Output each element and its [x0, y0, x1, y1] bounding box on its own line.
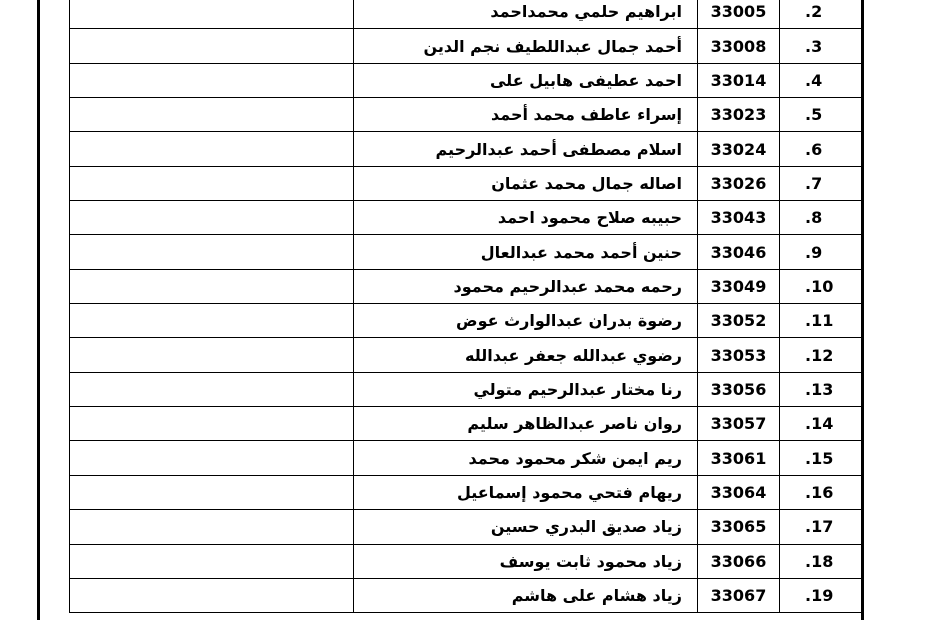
table-row	[70, 407, 862, 441]
table-row	[70, 0, 862, 29]
student-name-cell: زياد محمود ثابت يوسف	[354, 544, 698, 578]
table-row	[70, 372, 862, 406]
table-row	[70, 201, 862, 235]
row-number-cell: .18	[780, 544, 862, 578]
student-code-cell: 33056	[698, 372, 780, 406]
row-number-cell: .6	[780, 132, 862, 166]
blank-cell	[70, 441, 354, 475]
student-code-cell: 33066	[698, 544, 780, 578]
student-name-cell: روان ناصر عبدالظاهر سليم	[354, 407, 698, 441]
student-name-cell: اصاله جمال محمد عثمان	[354, 166, 698, 200]
blank-cell	[70, 63, 354, 97]
row-number-cell: .3	[780, 29, 862, 63]
student-code-cell: 33064	[698, 475, 780, 509]
student-name-cell: حبيبه صلاح محمود احمد	[354, 201, 698, 235]
student-code-cell: 33043	[698, 201, 780, 235]
student-code-cell: 33005	[698, 0, 780, 29]
blank-cell	[70, 132, 354, 166]
row-number-cell: .19	[780, 578, 862, 612]
blank-cell	[70, 201, 354, 235]
student-code-cell: 33061	[698, 441, 780, 475]
student-list-body	[70, 0, 862, 613]
blank-cell	[70, 29, 354, 63]
student-name-cell: أحمد جمال عبداللطيف نجم الدين	[354, 29, 698, 63]
student-code-cell: 33053	[698, 338, 780, 372]
table-row	[70, 269, 862, 303]
student-name-cell: ريم ايمن شكر محمود محمد	[354, 441, 698, 475]
table-row	[70, 132, 862, 166]
table-row	[70, 544, 862, 578]
student-name-cell: ريهام فتحي محمود إسماعيل	[354, 475, 698, 509]
table-row	[70, 63, 862, 97]
table-row	[70, 510, 862, 544]
student-code-cell: 33065	[698, 510, 780, 544]
table-row	[70, 441, 862, 475]
row-number-cell: .15	[780, 441, 862, 475]
blank-cell	[70, 510, 354, 544]
blank-cell	[70, 269, 354, 303]
student-code-cell: 33023	[698, 98, 780, 132]
row-number-cell: .7	[780, 166, 862, 200]
student-code-cell: 33026	[698, 166, 780, 200]
blank-cell	[70, 0, 354, 29]
student-name-cell: رحمه محمد عبدالرحيم محمود	[354, 269, 698, 303]
table-row	[70, 235, 862, 269]
student-code-cell: 33024	[698, 132, 780, 166]
student-name-cell: رضوي عبدالله جعفر عبدالله	[354, 338, 698, 372]
student-name-cell: اسلام مصطفى أحمد عبدالرحيم	[354, 132, 698, 166]
row-number-cell: .4	[780, 63, 862, 97]
row-number-cell: .10	[780, 269, 862, 303]
student-code-cell: 33014	[698, 63, 780, 97]
blank-cell	[70, 372, 354, 406]
row-number-cell: .12	[780, 338, 862, 372]
student-name-cell: زياد صديق البدري حسين	[354, 510, 698, 544]
blank-cell	[70, 235, 354, 269]
row-number-cell: .8	[780, 201, 862, 235]
blank-cell	[70, 338, 354, 372]
student-code-cell: 33049	[698, 269, 780, 303]
blank-cell	[70, 98, 354, 132]
row-number-cell: .11	[780, 304, 862, 338]
student-name-cell: زياد هشام على هاشم	[354, 578, 698, 612]
table-row	[70, 578, 862, 612]
table-row	[70, 475, 862, 509]
row-number-cell: .17	[780, 510, 862, 544]
student-code-cell: 33057	[698, 407, 780, 441]
student-list-table	[69, 0, 862, 613]
row-number-cell: .13	[780, 372, 862, 406]
table-row	[70, 304, 862, 338]
row-number-cell: .5	[780, 98, 862, 132]
row-number-cell: .14	[780, 407, 862, 441]
student-name-cell: حنين أحمد محمد عبدالعال	[354, 235, 698, 269]
student-name-cell: ابراهيم حلمي محمداحمد	[354, 0, 698, 29]
table-row	[70, 29, 862, 63]
blank-cell	[70, 407, 354, 441]
page-border-left	[37, 0, 40, 620]
blank-cell	[70, 166, 354, 200]
table-row	[70, 166, 862, 200]
student-name-cell: احمد عطيفى هابيل على	[354, 63, 698, 97]
student-name-cell: رضوة بدران عبدالوارث عوض	[354, 304, 698, 338]
student-code-cell: 33046	[698, 235, 780, 269]
student-code-cell: 33067	[698, 578, 780, 612]
blank-cell	[70, 544, 354, 578]
row-number-cell: .16	[780, 475, 862, 509]
row-number-cell: .2	[780, 0, 862, 29]
table-row	[70, 98, 862, 132]
student-code-cell: 33052	[698, 304, 780, 338]
student-code-cell: 33008	[698, 29, 780, 63]
row-number-cell: .9	[780, 235, 862, 269]
student-name-cell: رنا مختار عبدالرحيم متولي	[354, 372, 698, 406]
blank-cell	[70, 475, 354, 509]
student-name-cell: إسراء عاطف محمد أحمد	[354, 98, 698, 132]
blank-cell	[70, 578, 354, 612]
blank-cell	[70, 304, 354, 338]
table-row	[70, 338, 862, 372]
